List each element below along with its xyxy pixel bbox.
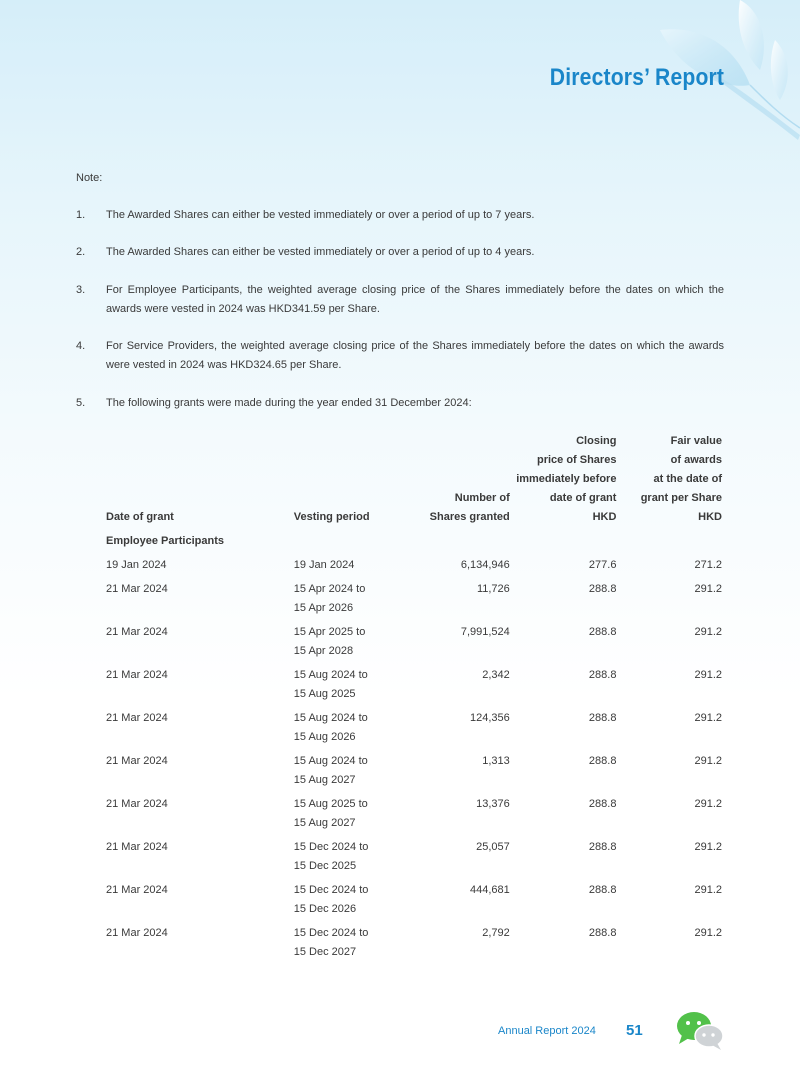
cell-vesting: [294, 556, 419, 580]
cell-closing: 288.8: [588, 583, 617, 595]
cell-vesting: [294, 795, 419, 838]
note-item-1: [76, 206, 724, 225]
vesting-line: 15 Dec 2026: [293, 903, 357, 915]
cell-date: 21 Mar 2024: [106, 798, 168, 810]
note-item-2: [76, 243, 724, 262]
cell-vesting: [294, 881, 419, 924]
table-row: [106, 556, 722, 580]
vesting-line: 15 Apr 2028: [293, 645, 354, 657]
header-line: date of grant: [549, 492, 617, 504]
vesting-line: 15 Dec 2025: [293, 860, 357, 872]
header-line: HKD: [592, 511, 617, 523]
vesting-line: 15 Dec 2024 to: [293, 927, 369, 939]
table-row: [106, 752, 722, 795]
section-row: [106, 532, 722, 556]
cell-fair: 291.2: [694, 669, 722, 681]
vesting-line: 15 Aug 2027: [293, 817, 356, 829]
footer-report-name: Annual Report 2024: [498, 1025, 596, 1037]
vesting-line: 15 Apr 2025 to: [293, 626, 366, 638]
cell-fair: 291.2: [694, 841, 722, 853]
header-line: grant per Share: [640, 492, 722, 504]
note-text: For Employee Participants, the weighted average closing price of the Shares immediately before the dates on which the awards were vested in 2024 was HKD341.59 per Share.: [106, 284, 724, 315]
header-line: Shares granted: [429, 511, 510, 523]
cell-fair: 291.2: [694, 927, 722, 939]
cell-closing: 288.8: [588, 927, 617, 939]
cell-closing: 288.8: [588, 798, 617, 810]
cell-date: 21 Mar 2024: [106, 841, 168, 853]
header-vesting-period: Vesting period: [293, 511, 370, 523]
cell-number: 6,134,946: [460, 559, 510, 571]
vesting-line: 15 Aug 2026: [293, 731, 356, 743]
header-date-of-grant: Date of grant: [106, 511, 174, 523]
note-text: The Awarded Shares can either be vested immediately or over a period of up to 7 years.: [106, 209, 535, 221]
table-row: [106, 795, 722, 838]
cell-number: 25,057: [476, 841, 510, 853]
vesting-line: 19 Jan 2024: [293, 559, 355, 571]
vesting-line: 15 Aug 2024 to: [293, 712, 368, 724]
cell-date: 21 Mar 2024: [106, 669, 168, 681]
cell-number: 13,376: [476, 798, 510, 810]
cell-number: 444,681: [470, 884, 510, 896]
cell-fair: 291.2: [694, 626, 722, 638]
cell-vesting: [294, 838, 419, 881]
cell-date: 21 Mar 2024: [106, 755, 168, 767]
header-line: of awards: [670, 454, 722, 466]
header-fair-value: [622, 432, 722, 532]
vesting-line: 15 Aug 2025 to: [293, 798, 368, 810]
cell-closing: 277.6: [588, 559, 617, 571]
cell-closing: 288.8: [588, 884, 617, 896]
table-row: [106, 580, 722, 623]
cell-closing: 288.8: [588, 755, 617, 767]
note-item-5: [76, 394, 724, 413]
header-line: Closing: [576, 435, 617, 447]
cell-closing: 288.8: [588, 626, 617, 638]
table-row: [106, 924, 722, 967]
vesting-line: 15 Aug 2024 to: [293, 755, 368, 767]
note-number: 4.: [76, 340, 86, 352]
header-number-of-shares: [419, 432, 516, 532]
cell-closing: 288.8: [588, 841, 617, 853]
grants-table: [106, 432, 722, 967]
cell-vesting: [294, 709, 419, 752]
header-line: at the date of: [653, 473, 722, 485]
note-text: For Service Providers, the weighted average closing price of the Shares immediately before the dates on which the awards were vested in 2024 was HKD324.65 per Share.: [106, 340, 724, 371]
vesting-line: 15 Dec 2024 to: [293, 884, 369, 896]
cell-date: 21 Mar 2024: [106, 712, 168, 724]
cell-fair: 291.2: [694, 712, 722, 724]
cell-fair: 271.2: [694, 559, 722, 571]
cell-vesting: [294, 580, 419, 623]
note-item-4: [76, 337, 724, 375]
cell-fair: 291.2: [694, 798, 722, 810]
header-line: immediately before: [516, 473, 617, 485]
note-number: 5.: [76, 397, 86, 409]
cell-fair: 291.2: [694, 583, 722, 595]
vesting-line: 15 Dec 2027: [293, 946, 357, 958]
cell-number: 11,726: [476, 583, 510, 595]
note-number: 1.: [76, 209, 86, 221]
header-closing-price: [516, 432, 623, 532]
header-line: Fair value: [670, 435, 722, 447]
cell-closing: 288.8: [588, 669, 617, 681]
note-text: The following grants were made during the year ended 31 December 2024:: [106, 397, 472, 409]
cell-date: 21 Mar 2024: [106, 927, 168, 939]
cell-number: 2,792: [482, 927, 510, 939]
cell-date: 21 Mar 2024: [106, 626, 168, 638]
page-title: Directors’ Report: [549, 64, 724, 91]
cell-fair: 291.2: [694, 884, 722, 896]
note-text: The Awarded Shares can either be vested immediately or over a period of up to 4 years.: [106, 246, 535, 258]
table-row: [106, 666, 722, 709]
cell-date: 21 Mar 2024: [106, 884, 168, 896]
cell-closing: 288.8: [588, 712, 617, 724]
vesting-line: 15 Aug 2024 to: [293, 669, 368, 681]
cell-vesting: [294, 924, 419, 967]
header-line: price of Shares: [536, 454, 617, 466]
note-number: 3.: [76, 284, 86, 296]
cell-number: 124,356: [470, 712, 510, 724]
vesting-line: 15 Aug 2027: [293, 774, 356, 786]
vesting-line: 15 Aug 2025: [293, 688, 356, 700]
page-number: 51: [626, 1022, 643, 1039]
cell-number: 1,313: [482, 755, 510, 767]
cell-date: 19 Jan 2024: [106, 559, 167, 571]
cell-vesting: [294, 623, 419, 666]
table-row: [106, 838, 722, 881]
table-header-row: [106, 432, 722, 532]
wechat-logo-icon: [673, 1010, 725, 1052]
vesting-line: 15 Apr 2026: [293, 602, 354, 614]
note-item-3: [76, 281, 724, 319]
header-line: Number of: [454, 492, 510, 504]
section-label: Employee Participants: [106, 535, 224, 547]
cell-fair: 291.2: [694, 755, 722, 767]
note-number: 2.: [76, 246, 86, 258]
cell-date: 21 Mar 2024: [106, 583, 168, 595]
note-label: Note:: [76, 172, 103, 184]
cell-vesting: [294, 752, 419, 795]
cell-vesting: [294, 666, 419, 709]
vesting-line: 15 Apr 2024 to: [293, 583, 366, 595]
vesting-line: 15 Dec 2024 to: [293, 841, 369, 853]
cell-number: 2,342: [482, 669, 510, 681]
table-row: [106, 623, 722, 666]
table-row: [106, 709, 722, 752]
table-row: [106, 881, 722, 924]
header-line: HKD: [698, 511, 722, 523]
cell-number: 7,991,524: [460, 626, 510, 638]
